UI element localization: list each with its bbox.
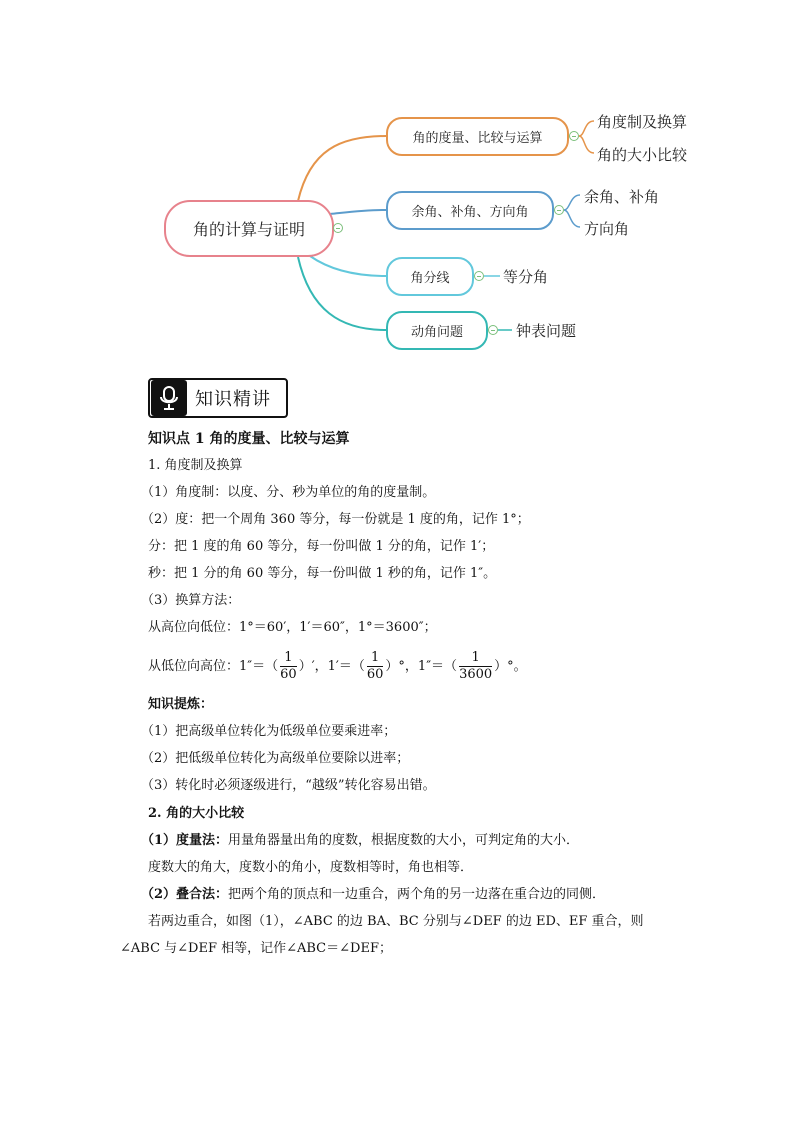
paragraph: （3）换算方法： [141,593,241,608]
mind-map-branch-2: 余角、补角、方向角 [386,191,554,230]
subheading: 2. 角的大小比较 [148,806,245,821]
tip-item: （3）转化时必须逐级进行，“越级”转化容易出错。 [141,778,436,793]
formula-text: ）°。 [494,659,527,674]
collapse-toggle-icon[interactable] [554,205,564,215]
mind-map-leaf: 钟表问题 [516,322,577,340]
mind-map-root: 角的计算与证明 [164,200,334,257]
mind-map-branch-1: 角的度量、比较与运算 [386,117,569,156]
connector-branch-2 [330,210,386,214]
fraction-numerator: 1 [459,650,492,667]
paragraph: 从高位向低位：1°＝60′，1′＝60″，1°＝3600″； [148,620,437,635]
formula-text: ）°，1″＝（ [385,659,458,674]
connector-leaf-1-1 [579,121,594,136]
tips-heading: 知识提炼： [148,697,214,712]
collapse-toggle-icon[interactable] [488,325,498,335]
microphone-icon [151,380,187,416]
paragraph: 分：把 1 度的角 60 等分，每一份叫做 1 分的角，记作 1′； [148,539,495,554]
formula-text: ）′，1′＝（ [298,659,365,674]
connector-branch-1 [298,136,386,201]
connector-leaf-2-1 [564,195,580,210]
formula-text: 从低位向高位：1″＝（ [148,659,279,674]
paragraph: 秒：把 1 分的角 60 等分，每一份叫做 1 秒的角，记作 1″。 [148,566,497,581]
collapse-toggle-icon[interactable] [569,131,579,141]
mind-map-leaf: 等分角 [503,268,549,286]
connector-branch-4 [298,257,386,330]
fraction [280,650,297,683]
collapse-toggle-icon[interactable] [474,271,484,281]
fraction-numerator: 1 [280,650,297,667]
paragraph: （2）度：把一个周角 360 等分，每一份就是 1 度的角，记作 1°； [141,512,530,527]
fraction-denominator: 60 [366,667,384,682]
mind-map-leaf: 方向角 [584,220,630,238]
mind-map-branch-3: 角分线 [386,257,474,296]
connector-leaf-1-2 [579,136,594,153]
conversion-formula [148,648,527,686]
fraction [459,650,492,683]
subheading: 1. 角度制及换算 [148,458,243,473]
fraction-denominator: 3600 [459,667,493,682]
fraction-numerator: 1 [367,650,384,667]
section-header [148,378,288,418]
method-text: 用量角器量出角的度数，根据度数的大小，可判定角的大小． [228,833,580,848]
mind-map-leaf: 角的大小比较 [597,146,688,164]
paragraph: ∠ABC 与∠DEF 相等，记作∠ABC＝∠DEF； [120,941,392,956]
connector-leaf-2-2 [564,210,580,227]
mind-map-leaf: 余角、补角 [584,188,660,206]
section-title: 知识精讲 [195,389,271,410]
topic-heading: 知识点 1 角的度量、比较与运算 [148,431,350,447]
mind-map-branch-4: 动角问题 [386,311,488,350]
paragraph: （1）角度制：以度、分、秒为单位的角的度量制。 [141,485,436,500]
connector-branch-3 [310,256,386,276]
method-label: （1）度量法： [141,833,229,848]
method-text: 把两个角的顶点和一边重合，两个角的另一边落在重合边的同侧． [228,887,606,902]
tip-item: （2）把低级单位转化为高级单位要除以进率； [141,751,410,766]
paragraph: 度数大的角大，度数小的角小，度数相等时，角也相等． [148,860,474,875]
paragraph: 若两边重合，如图（1），∠ABC 的边 BA、BC 分别与∠DEF 的边 ED、EF 重合，则 [148,914,644,929]
paragraph [141,832,579,850]
mind-map [0,0,793,370]
method-label: （2）叠合法： [141,887,229,902]
collapse-toggle-icon[interactable] [333,223,343,233]
tip-item: （1）把高级单位转化为低级单位要乘进率； [141,724,397,739]
fraction-denominator: 60 [280,667,297,682]
mind-map-leaf: 角度制及换算 [597,113,688,131]
fraction [367,650,384,683]
paragraph [141,886,605,904]
